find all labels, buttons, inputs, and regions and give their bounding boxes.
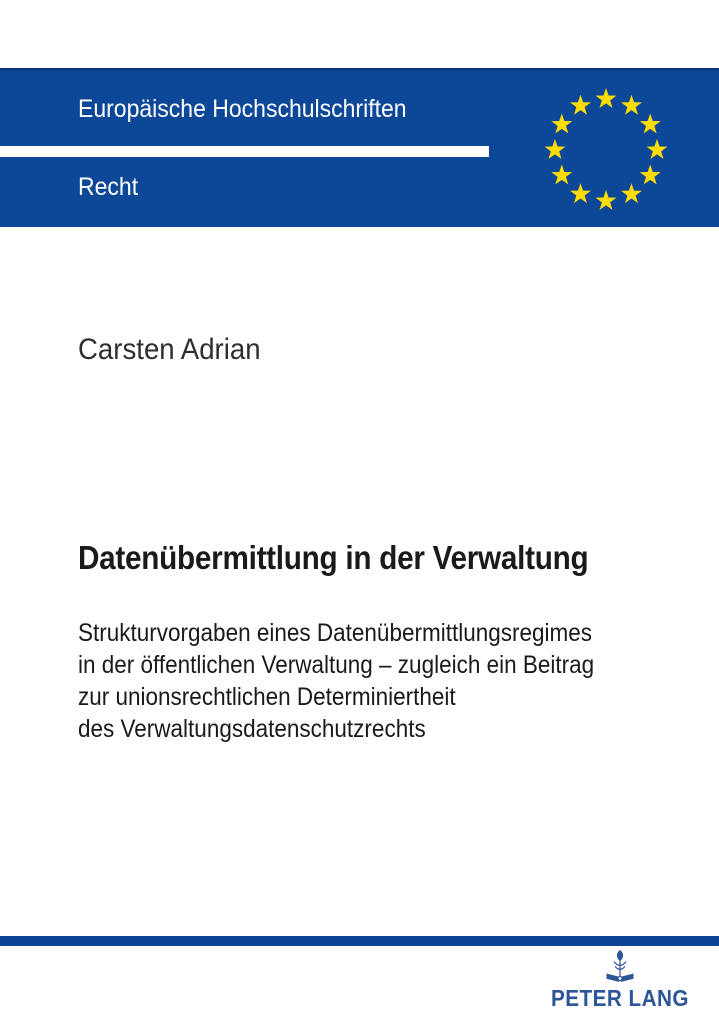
- series-name: Europäische Hochschulschriften: [78, 95, 407, 123]
- subtitle-line: in der öffentlichen Verwaltung – zugleich ein Beitrag: [78, 651, 595, 679]
- eu-stars-icon: [529, 70, 719, 227]
- book-subtitle: [78, 617, 594, 745]
- book-title: Datenübermittlung in der Verwaltung: [78, 539, 589, 576]
- subtitle-line: des Verwaltungsdatenschutzrechts: [78, 715, 426, 743]
- divider-stripe: [0, 146, 489, 157]
- publisher-logo: [540, 949, 700, 1010]
- eu-stars-group: [545, 88, 668, 210]
- subtitle-line: zur unionsrechtlichen Determiniertheit: [78, 683, 456, 711]
- subtitle-line: Strukturvorgaben eines Datenübermittlungsregimes: [78, 619, 593, 647]
- bottom-rule-bar: [0, 936, 719, 946]
- series-banner: [0, 68, 719, 227]
- series-subseries: Recht: [78, 173, 139, 201]
- publisher-name: PETER LANG: [551, 985, 689, 1011]
- tree-and-open-book-emblem-icon: [604, 949, 636, 985]
- author-name: Carsten Adrian: [78, 333, 261, 366]
